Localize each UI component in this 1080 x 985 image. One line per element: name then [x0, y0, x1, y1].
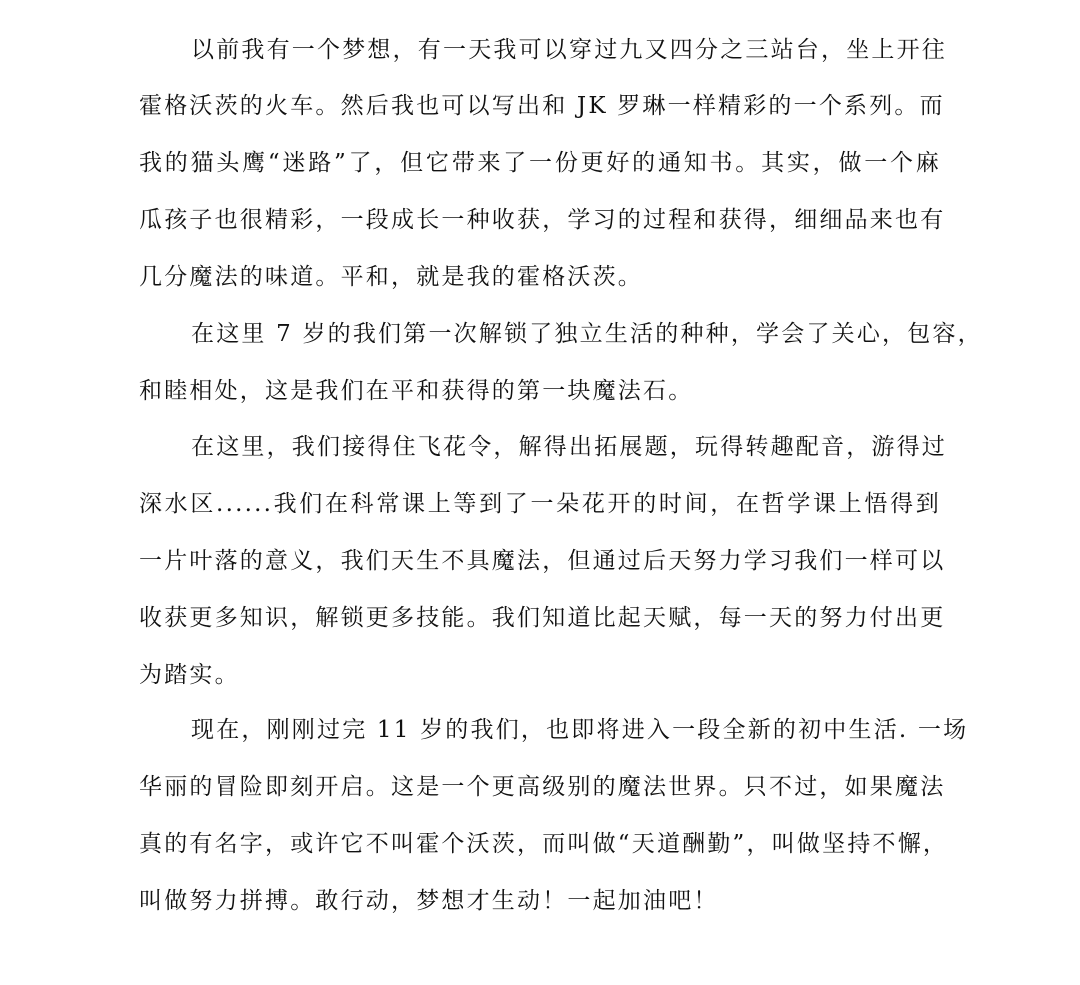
paragraph-3-line-5: 为踏实。 [139, 662, 240, 688]
paragraph-4-line-3: 真的有名字，或许它不叫霍个沃茨，而叫做“天道酬勤”，叫做坚持不懈， [139, 831, 949, 857]
paragraph-1-line-3: 我的猫头鹰“迷路”了，但它带来了一份更好的通知书。其实，做一个麻 [139, 150, 941, 176]
paragraph-1-line-5: 几分魔法的味道。平和，就是我的霍格沃茨。 [139, 264, 643, 290]
paragraph-1-line-2: 霍格沃茨的火车。然后我也可以写出和 JK 罗琳一样精彩的一个系列。而 [139, 93, 945, 119]
paragraph-2-line-1: 在这里 7 岁的我们第一次解锁了独立生活的种种，学会了关心，包容， [191, 321, 983, 347]
paragraph-1-line-4: 瓜孩子也很精彩，一段成长一种收获，学习的过程和获得，细细品来也有 [139, 207, 946, 233]
paragraph-4-line-4: 叫做努力拼搏。敢行动，梦想才生动！一起加油吧！ [139, 888, 719, 914]
paragraph-3-line-2: 深水区......我们在科常课上等到了一朵花开的时间，在哲学课上悟得到 [139, 491, 941, 517]
paragraph-3-line-4: 收获更多知识，解锁更多技能。我们知道比起天赋，每一天的努力付出更 [139, 605, 946, 631]
paragraph-1-line-1: 以前我有一个梦想，有一天我可以穿过九又四分之三站台，坐上开往 [191, 37, 947, 63]
paragraph-2-line-2: 和睦相处，这是我们在平和获得的第一块魔法石。 [139, 378, 694, 404]
paragraph-4-line-1: 现在，刚刚过完 11 岁的我们，也即将进入一段全新的初中生活. 一场 [191, 717, 969, 743]
paragraph-3-line-3: 一片叶落的意义，我们天生不具魔法，但通过后天努力学习我们一样可以 [139, 548, 946, 574]
paragraph-3-line-1: 在这里，我们接得住飞花令，解得出拓展题，玩得转趣配音，游得过 [191, 434, 947, 460]
paragraph-4-line-2: 华丽的冒险即刻开启。这是一个更高级别的魔法世界。只不过，如果魔法 [139, 774, 946, 800]
